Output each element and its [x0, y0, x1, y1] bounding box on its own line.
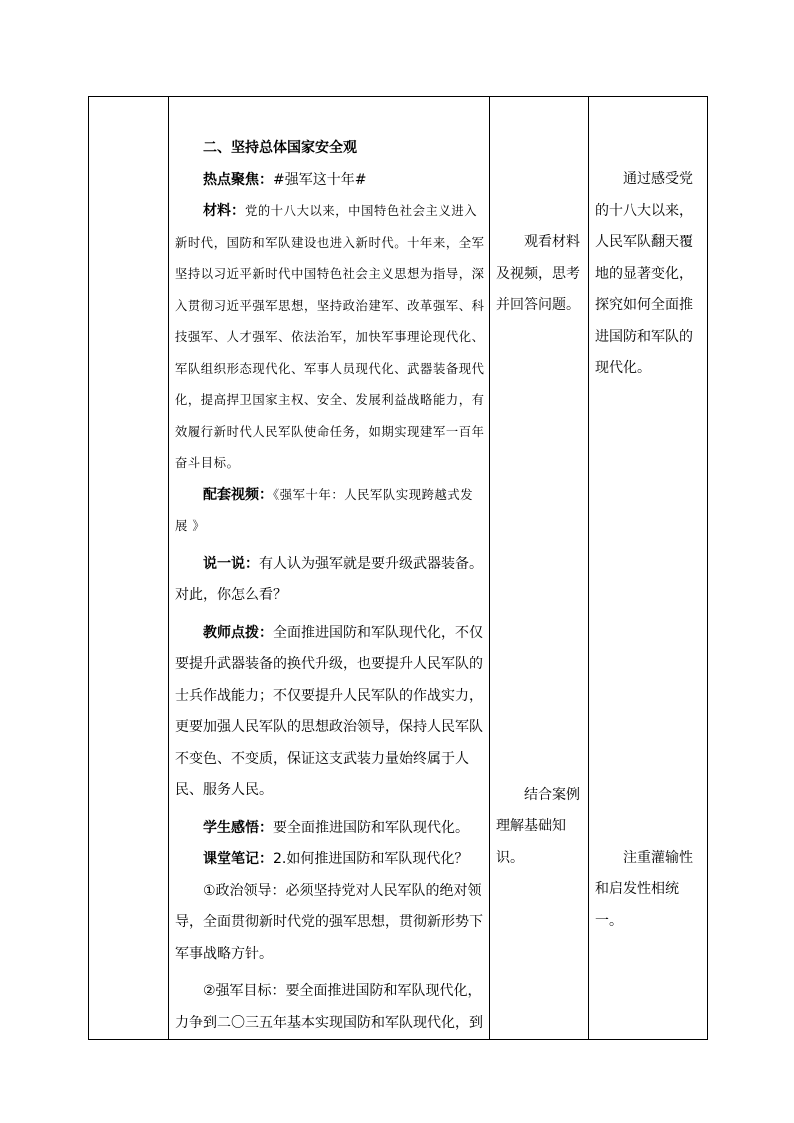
- student-activity-1: 观看材料及视频，思考并回答问题。: [496, 234, 580, 313]
- material-label: 材料：: [203, 203, 245, 219]
- hotspot-text: #强军这十年#: [273, 171, 367, 188]
- student-activity-2: 结合案例理解基础知识。: [496, 786, 580, 866]
- teacher-paragraph: [175, 618, 485, 807]
- notes-paragraph: [175, 844, 485, 876]
- notes-point-2: ②强军目标：要全面推进国防和军队现代化，力争到二〇三五年基本实现国防和军队现代化，到: [175, 983, 483, 1031]
- say-paragraph: [175, 549, 485, 612]
- say-text: 有人认为强军就是要升级武器装备。对此，你怎么看？: [175, 555, 483, 603]
- material-paragraph: [175, 196, 485, 480]
- notes-label: 课堂笔记：: [203, 851, 273, 867]
- say-label: 说一说：: [203, 555, 259, 572]
- student-paragraph: [175, 813, 485, 845]
- hotspot-label: 热点聚焦：: [203, 171, 273, 188]
- lesson-plan-table: [88, 96, 708, 1040]
- student-text: 要全面推进国防和军队现代化。: [273, 819, 469, 836]
- teacher-label: 教师点拨：: [203, 624, 273, 641]
- section-title: 二、坚持总体国家安全观: [203, 140, 357, 156]
- blank-column-cell: [89, 97, 169, 1040]
- video-paragraph: [175, 480, 485, 543]
- table-row: [89, 97, 708, 1040]
- video-title: 《强军十年：人民军队实现跨越式发展 》: [175, 487, 474, 533]
- student-activity-cell: [490, 97, 589, 1040]
- teaching-content-cell: [169, 97, 490, 1040]
- design-intent-1: 通过感受党的十八大以来，人民军队翻天覆地的显著变化，探究如何全面推进国防和军队的现代化。: [595, 171, 693, 376]
- student-label: 学生感悟：: [203, 819, 273, 836]
- material-text: 党的十八大以来，中国特色社会主义进入新时代，国防和军队建设也进入新时代。十年来，全军坚持以习近平新时代中国特色社会主义思想为指导，深入贯彻习近平强军思想，坚持政治建军、改革强军、科技强军、人才强军、依法治军，加快军事理论现代化、军队组织形态现代化、军事人员现代化、武器装备现代化，提高捍卫国家主权、安全、发展利益战略能力，有效履行新时代人民军队使命任务，如期实现建军一百年奋斗目标。: [175, 204, 485, 470]
- teacher-text: 全面推进国防和军队现代化，不仅要提升武器装备的换代升级，也要提升人民军队的士兵作战能力；不仅要提升人民军队的作战实力，更要加强人民军队的思想政治领导，保持人民军队不变色、不变质，保证这支武装力量始终属于人民、服务人民。: [175, 624, 483, 798]
- hotspot-paragraph: [175, 165, 485, 197]
- notes-point-1: ①政治领导：必须坚持党对人民军队的绝对领导，全面贯彻新时代党的强军思想，贯彻新形势下军事战略方针。: [175, 882, 483, 962]
- notes-text: 2.如何推进国防和军队现代化？: [273, 851, 469, 867]
- video-label: 配套视频：: [203, 486, 273, 503]
- design-intent-cell: [589, 97, 708, 1040]
- design-intent-2: 注重灌输性和启发性相统一。: [595, 849, 693, 929]
